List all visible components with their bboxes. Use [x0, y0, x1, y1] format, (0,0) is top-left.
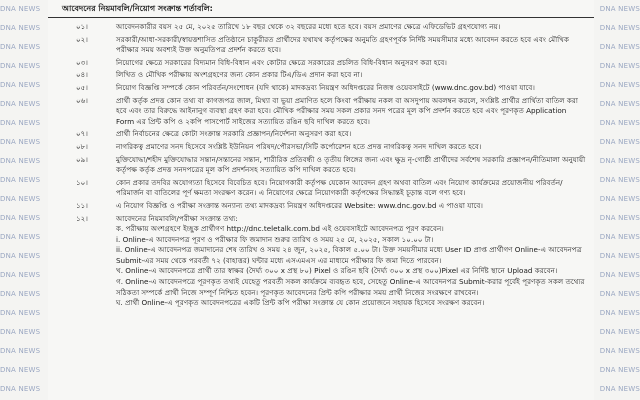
- watermark-text: DNA NEWS: [599, 328, 640, 336]
- watermark-text: DNA NEWS: [599, 138, 640, 146]
- watermark-text: DNA NEWS: [599, 366, 640, 374]
- item-number: ০২।: [76, 34, 88, 44]
- watermark-text: DNA NEWS: [0, 214, 41, 222]
- watermark-text: DNA NEWS: [0, 328, 41, 336]
- watermark-text: DNA NEWS: [599, 271, 640, 279]
- watermark-text: DNA NEWS: [599, 157, 640, 165]
- item-number: ০৩।: [76, 57, 88, 67]
- item-number: ০৮।: [76, 141, 88, 151]
- watermark-text: DNA NEWS: [0, 252, 41, 260]
- item-number: ০৬।: [76, 95, 88, 105]
- item-subtitle: আবেদনের নিয়মাবলি/পরীক্ষা সংক্রান্ত তথ্য:: [116, 213, 238, 223]
- list-item: [48, 35, 594, 56]
- watermark-text: DNA NEWS: [599, 43, 640, 51]
- watermark-text: DNA NEWS: [599, 5, 640, 13]
- item-sub-e: গ. Online-এ আবেদনপত্রে পূরণকৃত তথ্যই যেহেতু পরবর্তী সকল কার্যক্রমে ব্যবহৃত হবে, সেহেতু Online-এ আবেদনপত্র Submit-করার পূর্বেই পূরণকৃত সকল তথ্যের সঠিকতা সম্পর্কে প্রার্থী নিজে সম্পূর্ণ নিশ্চিত হবেন। পূরণকৃত আবেদনের প্রিন্ট কপি পরীক্ষার সময় প্রার্থী নিজের সংরক্ষণে রাখবেন।: [116, 277, 585, 297]
- watermark-text: DNA NEWS: [0, 43, 41, 51]
- item-number: ০৯।: [76, 154, 88, 164]
- watermark-left: [0, 0, 44, 400]
- watermark-text: DNA NEWS: [599, 62, 640, 70]
- watermark-text: DNA NEWS: [0, 290, 41, 298]
- list-item: [48, 129, 594, 140]
- watermark-text: DNA NEWS: [599, 385, 640, 393]
- watermark-text: DNA NEWS: [599, 252, 640, 260]
- watermark-text: DNA NEWS: [599, 347, 640, 355]
- watermark-text: DNA NEWS: [0, 100, 41, 108]
- item-text: নিয়োগের ক্ষেত্রে সরকারের বিদ্যমান বিধি-বিধান এবং কোটার ক্ষেত্রে সরকারের প্রচলিত বিধি-বিধান অনুসরণ করা হবে।: [116, 57, 447, 67]
- item-number: ০৭।: [76, 129, 88, 139]
- watermark-text: DNA NEWS: [0, 309, 41, 317]
- watermark-text: DNA NEWS: [599, 81, 640, 89]
- list-item: [48, 201, 594, 212]
- watermark-text: DNA NEWS: [0, 195, 41, 203]
- item-text: এ নিয়োগ বিজ্ঞপ্তি ও পরীক্ষা সংক্রান্ত অন্যান্য তথ্য মাদকদ্রব্য নিয়ন্ত্রণ অধিদপ্তরের Website: www.dnc.gov.bd এ পাওয়া যাবে।: [116, 200, 483, 210]
- list-item: [48, 142, 594, 153]
- item-text: কোন প্রকার তদবির অযোগ্যতা হিসেবে বিবেচিত হবে। নিয়োগকারী কর্তৃপক্ষ যেকোন আবেদন গ্রহণ অথবা বাতিল এবং নিয়োগ কার্যক্রমের প্রয়োজনীয় পরিবর্তন/পরিমার্জন বা বাতিলের পূর্ণ ক্ষমতা সংরক্ষণ করেন। এ নিয়োগের ক্ষেত্রে নিয়োগকারী কর্তৃপক্ষের সিদ্ধান্তই চূড়ান্ত বলে গণ্য হবে।: [116, 177, 563, 198]
- watermark-text: DNA NEWS: [599, 309, 640, 317]
- list-item: [48, 83, 594, 94]
- watermark-text: DNA NEWS: [0, 347, 41, 355]
- watermark-text: DNA NEWS: [599, 290, 640, 298]
- watermark-text: DNA NEWS: [599, 214, 640, 222]
- list-item: [48, 155, 594, 176]
- item-number: ১১।: [76, 200, 88, 210]
- watermark-text: DNA NEWS: [0, 24, 41, 32]
- item-number: ১০।: [76, 177, 88, 187]
- watermark-text: DNA NEWS: [0, 119, 41, 127]
- watermark-text: DNA NEWS: [599, 119, 640, 127]
- watermark-text: DNA NEWS: [0, 366, 41, 374]
- item-number: ০৪।: [76, 70, 88, 80]
- item-text: প্রার্থী কর্তৃক প্রদত্ত কোন তথ্য বা কাগজপত্র জাল, মিথ্যা বা ভুয়া প্রমাণিত হলে কিংবা পরীক্ষায় নকল বা অসদুপায় অবলম্বন করলে, সংশ্লিষ্ট প্রার্থীর প্রার্থিতা বাতিল করা হবে এবং তার বিরুদ্ধে আইনানুগ ব্যবস্থা গ্রহণ করা হবে। মৌখিক পরীক্ষার সময় সকল প্রকার সনদ পত্রের মূল কপি প্রদর্শন করতে হবে এবং পূরণকৃত Application Form এর প্রিন্ট কপি ও ২কপি পাসপোর্ট সাইজের সত্যায়িত রঙিন ছবি দাখিল করতে হবে।: [116, 95, 578, 126]
- watermark-text: DNA NEWS: [0, 176, 41, 184]
- item-sub-d: খ. Online-এ আবেদনপত্রে প্রার্থী তার স্বাক্ষর (দৈর্ঘ্য ৩০০ x প্রস্থ ৮০) Pixel ও রঙিন ছবি (দৈর্ঘ্য ৩০০ x প্রস্থ ৩০০)Pixel এর নির্দিষ্ট স্থানে Upload করবেন।: [116, 266, 558, 276]
- item-text: মুক্তিযোদ্ধা/শহীদ মুক্তিযোদ্ধার সন্তান/সন্তানের সন্তান, শারীরিক প্রতিবন্ধী ও তৃতীয় লিঙ্গের জন্য এবং ক্ষুদ্র নৃ-গোষ্ঠী প্রার্থীদের সর্বশেষ সরকারি প্রজ্ঞাপন/নীতিমালা অনুযায়ী কর্তৃপক্ষ কর্তৃক প্রদত্ত সনদপত্রের মূল কপি প্রদর্শনসহ সত্যায়িত কপি দাখিল করতে হবে।: [116, 154, 586, 175]
- watermark-text: DNA NEWS: [0, 5, 41, 13]
- item-number: ০১।: [76, 22, 88, 31]
- watermark-text: DNA NEWS: [599, 176, 640, 184]
- watermark-text: DNA NEWS: [0, 385, 41, 393]
- watermark-text: DNA NEWS: [0, 157, 41, 165]
- list-item: [48, 178, 594, 199]
- item-number: ১২।: [76, 213, 88, 223]
- item-number: ০৫।: [76, 82, 88, 92]
- item-text: লিখিত ও মৌখিক পরীক্ষায় অংশগ্রহণের জন্য কোন প্রকার টিএ/ডিএ প্রদান করা হবে না।: [116, 70, 363, 80]
- section-heading: আবেদনের নিয়মাবলি/নিয়োগ সংক্রান্ত শর্তাবলি:: [48, 0, 594, 18]
- list-item: [48, 58, 594, 69]
- watermark-text: DNA NEWS: [599, 233, 640, 241]
- watermark-text: DNA NEWS: [0, 271, 41, 279]
- watermark-text: DNA NEWS: [0, 138, 41, 146]
- document-page: [48, 0, 594, 400]
- item-sub-c: ii. Online-এ আবেদনপত্র জমাদানের শেষ তারিখ ও সময় ২৪ জুন, ২০২৫, বিকাল ৫.০০ টা। উক্ত সময়সীমার মধ্যে User ID প্রাপ্ত প্রার্থীগণ Online-এ আবেদনপত্র Submit-এর সময় থেকে পরবর্তী ৭২ (বাহাত্তর) ঘন্টার মধ্যে এসএমএস এর মাধ্যমে পরীক্ষার ফি জমা দিতে পারবেন।: [116, 245, 582, 265]
- list-item: [48, 96, 594, 128]
- watermark-text: DNA NEWS: [0, 81, 41, 89]
- item-sub-a: ক. পরীক্ষায় অংশগ্রহণে ইচ্ছুক প্রার্থীগণ http://dnc.teletalk.com.bd এই ওয়েবসাইটে আবেদনপত্র পূরণ করবেন।: [116, 224, 444, 234]
- item-text: প্রার্থী নির্বাচনের ক্ষেত্রে কোটা সংক্রান্ত সরকারি প্রজ্ঞাপন/নির্দেশনা অনুসরণ করা হবে।: [116, 129, 352, 139]
- watermark-text: DNA NEWS: [599, 195, 640, 203]
- watermark-text: DNA NEWS: [0, 62, 41, 70]
- item-sub-b: i. Online-এ আবেদনপত্র পূরণ ও পরীক্ষার ফি জমাদান শুরুর তারিখ ও সময় ২৫ মে, ২০২৫, সকাল ১০.০০ টা।: [116, 234, 434, 244]
- watermark-text: DNA NEWS: [0, 233, 41, 241]
- conditions-list: [48, 22, 594, 311]
- watermark-text: DNA NEWS: [599, 24, 640, 32]
- watermark-right: [596, 0, 640, 400]
- item-text: নিয়োগ বিজ্ঞপ্তি সম্পর্কে কোন পরিবর্তন/সংশোধন (যদি থাকে) মাদকদ্রব্য নিয়ন্ত্রণ অধিদপ্তরের নিজস্ব ওয়েবসাইটে (www.dnc.gov.bd) পাওয়া যাবে।: [116, 82, 535, 92]
- watermark-text: DNA NEWS: [599, 100, 640, 108]
- item-sub-f: ঘ. প্রার্থী Online-এ পূরণকৃত আবেদনপত্রের একটি প্রিন্ট কপি পরীক্ষা সংক্রান্ত যে কোন প্রয়োজনে সহায়ক হিসেবে সংরক্ষণ করবেন।: [116, 298, 485, 308]
- list-item: [48, 22, 594, 33]
- item-text: আবেদনকারীর বয়স ২৫ মে, ২০২৫ তারিখে ১৮ বছর থেকে ৩২ বছরের মধ্যে হতে হবে। বয়স প্রমাণের ক্ষেত্রে এফিডেভিট গ্রহণযোগ্য নয়।: [116, 22, 501, 31]
- item-text: সরকারী/আধা-সরকারী/স্বায়ত্তশাসিত প্রতিষ্ঠানে চাকুরীরত প্রার্থীদের যথাযথ কর্তৃপক্ষের অনুমতি গ্রহণপূর্বক নির্দিষ্ট সময়সীমার মধ্যে আবেদন করতে হবে এবং মৌখিক পরীক্ষার সময় অবশ্যই উক্ত অনুমতিপত্র প্রদর্শন করতে হবে।: [116, 34, 569, 55]
- item-text: নাগরিকত্ব প্রমাণের সনদ হিসেবে সংশ্লিষ্ট ইউনিয়ন পরিষদ/পৌরসভা/সিটি কর্পোরেশন হতে প্রদত্ত নাগরিকত্ব সনদ দাখিল করতে হবে।: [116, 141, 482, 151]
- list-item: [48, 70, 594, 81]
- list-item-application-rules: [48, 214, 594, 309]
